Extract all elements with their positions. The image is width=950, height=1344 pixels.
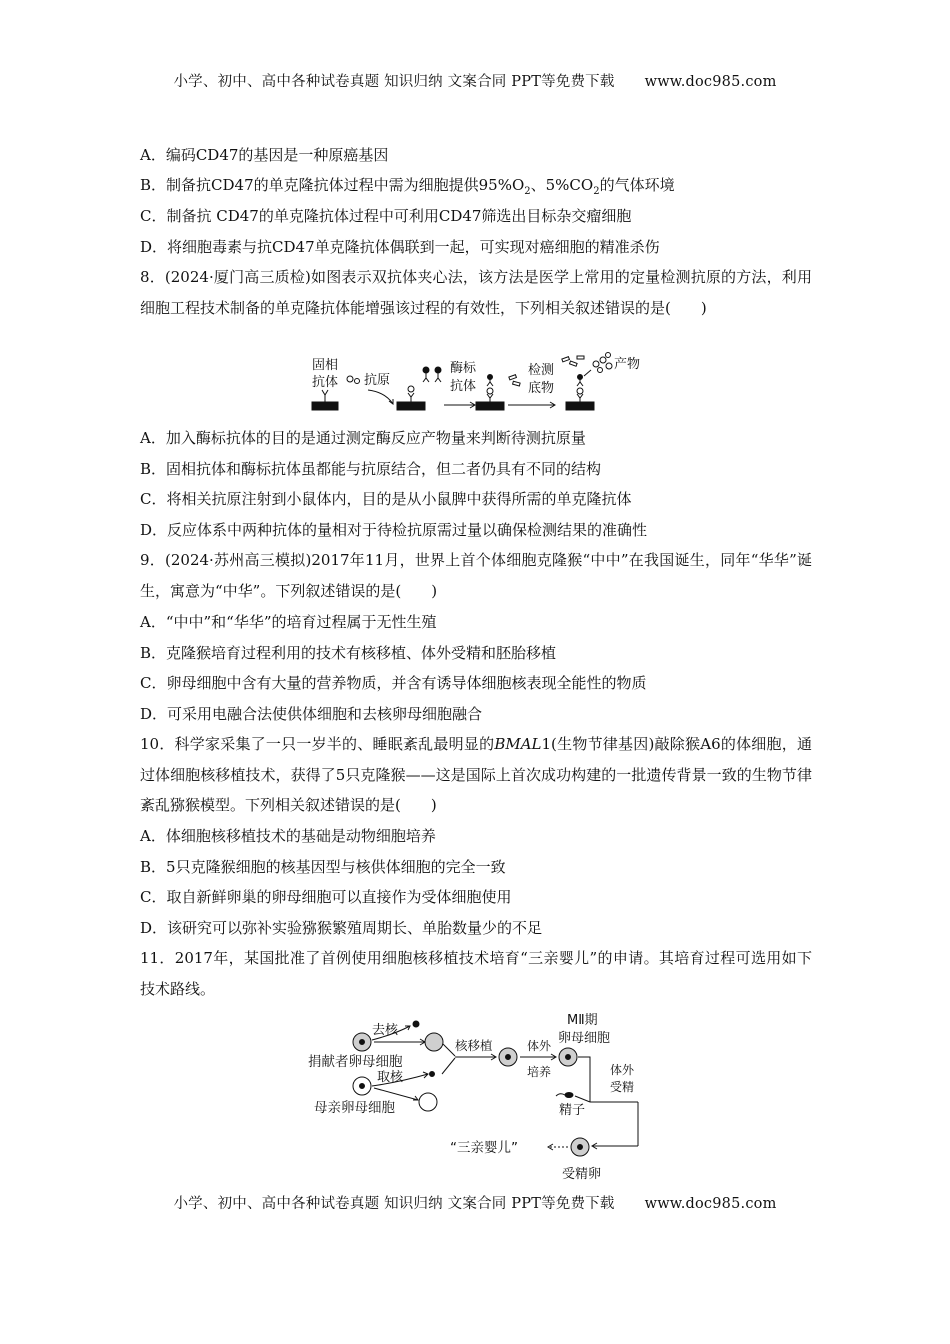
product-arrow [584,370,591,376]
sperm-line [575,1096,590,1102]
fig8-label-4a: 检测 [528,363,555,378]
q7-option-b-post: 的气体环境 [599,176,675,194]
fig8-label-3b: 抗体 [450,379,477,394]
q10-gene: BMAL [494,735,542,753]
q10-stem-pre: 10．科学家采集了一只一岁半的、睡眠紊乱最明显的 [140,735,495,753]
q7-option-c: C．制备抗 CD47的单克隆抗体过程中可利用CD47筛选出目标杂交瘤细胞 [140,207,632,225]
header-text: 小学、初中、高中各种试卷真题 知识归纳 文案合同 PPT等免费下载 [173,74,615,90]
q7-option-b [140,175,675,202]
fig11-mii-stage: MⅡ期 [567,1013,598,1028]
arrow-1 [368,390,393,404]
fig8-label-1b: 抗体 [312,375,339,390]
fig11-culture: 培养 [527,1065,552,1079]
q7-option-a: A．编码CD47的基因是一种原癌基因 [140,146,389,164]
q9-option-c: C．卵母细胞中含有大量的营养物质，并含有诱导体细胞核表现全能性的物质 [140,674,647,692]
q8-stem: 8．(2024·厦门高三质检)如图表示双抗体夹心法，该方法是医学上常用的定量检测抗原的方法，利用细胞工程技术制备的单克隆抗体能增强该过程的有效性，下列相关叙述错误的是( ) [140,268,812,317]
fig8-label-4b: 底物 [528,381,555,396]
q11-stem: 11．2017年，某国批准了首例使用细胞核移植技术培育“三亲婴儿”的申请。其培育过程可选用如下技术路线。 [140,949,812,998]
q10-option-a: A．体细胞核移植技术的基础是动物细胞培养 [140,827,436,845]
fig8-label-5: 产物 [614,357,641,372]
solid-phase-1 [312,402,338,410]
q7-option-b-sub2: 2 [593,186,600,197]
solid-phase-2 [397,402,425,410]
fig11-donor-oocyte: 捐献者卵母细胞 [308,1054,403,1070]
fig8-label-3a: 酶标 [450,361,477,376]
q8-option-c: C．将相关抗原注射到小鼠体内，目的是从小鼠脾中获得所需的单克隆抗体 [140,490,632,508]
footer-text: 小学、初中、高中各种试卷真题 知识归纳 文案合同 PPT等免费下载 [173,1196,615,1212]
q10-option-b: B．5只克隆猴细胞的核基因型与核供体细胞的完全一致 [140,858,506,876]
q7-option-b-mid: 、5%CO [530,176,594,194]
q8-option-b: B．固相抗体和酶标抗体虽都能与抗原结合，但二者仍具有不同的结构 [140,460,602,478]
fig11-baby: “三亲婴儿” [450,1140,518,1156]
fig11-ivf-2: 受精 [610,1080,635,1094]
fig11-remove-nucleus: 去核 [372,1023,399,1038]
fig11-mii-oocyte: 卵母细胞 [558,1031,611,1046]
q7-option-b-pre: B．制备抗CD47的单克隆抗体过程中需为细胞提供95%O [140,176,525,194]
merge-line-1 [443,1044,455,1056]
nucleus-removed-cell [419,1093,437,1111]
q10-stem [140,729,812,821]
antigen-loose-1 [347,376,353,382]
footer-url: www.doc985.com [644,1196,777,1212]
solid-phase-4 [566,402,594,410]
q8-option-a: A．加入酶标抗体的目的是通过测定酶反应产物量来判断待测抗原量 [140,429,586,447]
q10-option-d: D．该研究可以弥补实验猕猴繁殖周期长、单胎数量少的不足 [140,919,543,937]
fig11-ivf-1: 体外 [610,1063,635,1077]
q10-option-c: C．取自新鲜卵巢的卵母细胞可以直接作为受体细胞使用 [140,888,512,906]
page-header [0,70,950,91]
enucleated-oocyte [425,1033,443,1051]
q11-figure [300,1004,660,1184]
sperm-head [565,1093,573,1098]
q7-option-d: D．将细胞毒素与抗CD47单克隆抗体偶联到一起，可实现对癌细胞的精准杀伤 [140,238,660,256]
fig8-label-2: 抗原 [364,373,391,388]
q9-option-d: D．可采用电融合法使供体细胞和去核卵母细胞融合 [140,705,483,723]
q10-stem-post: 1(生物节律基因)敲除猴A6的体细胞，通过体细胞核移植技术，获得了5只克隆猴——这是国际上首次成功构建的一批遗传背景一致的生物节律紊乱猕猴模型。下列相关叙述错误的是( ) [140,735,812,814]
q8-option-d: D．反应体系中两种抗体的量相对于待检抗原需过量以确保检测结果的准确性 [140,521,648,539]
page-footer [0,1192,950,1213]
q9-stem: 9．(2024·苏州高三模拟)2017年11月，世界上首个体细胞克隆猴“中中”在我国诞生，同年“华华”诞生，寓意为“中华”。下列叙述错误的是( ) [140,551,812,600]
q8-figure [300,352,660,418]
fig11-nuclear-transfer: 核移植 [455,1038,493,1053]
sperm-tail [556,1094,565,1096]
header-url: www.doc985.com [644,74,777,90]
fertilization-line [578,1057,590,1102]
fig11-mother-oocyte: 母亲卵母细胞 [314,1100,395,1116]
q9-option-b: B．克隆猴培育过程利用的技术有核移植、体外受精和胚胎移植 [140,644,557,662]
fig11-zygote: 受精卵 [562,1167,602,1182]
q7-option-b-sub1: 2 [524,186,531,197]
q9-option-a: A．“中中”和“华华”的培育过程属于无性生殖 [140,613,437,631]
solid-phase-3 [476,402,504,410]
merge-line-2 [442,1058,455,1074]
fig8-label-1a: 固相 [312,358,339,373]
fig11-sperm: 精子 [559,1103,586,1118]
fig11-take-nucleus: 取核 [377,1070,404,1085]
fig11-in-vitro: 体外 [527,1039,552,1053]
